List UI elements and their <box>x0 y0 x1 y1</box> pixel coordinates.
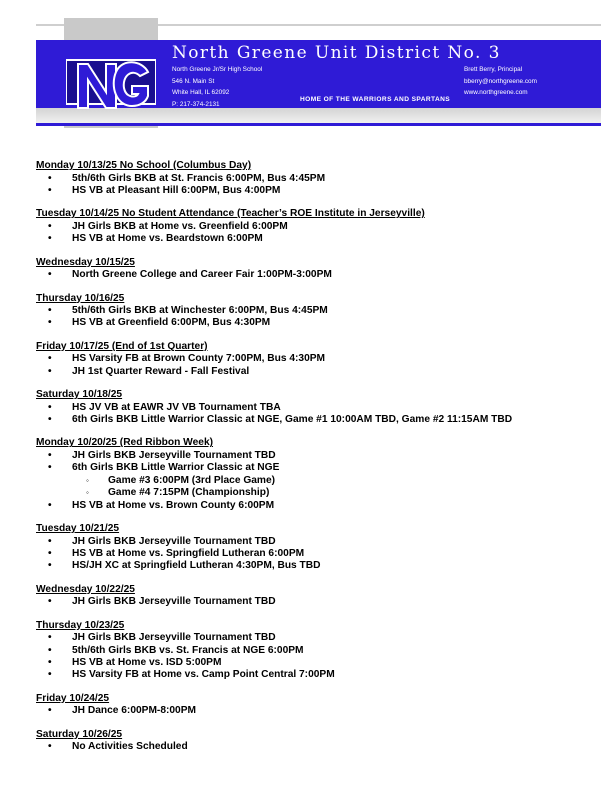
activity-schedule <box>36 160 596 765</box>
event-list <box>36 450 596 512</box>
event-item: • 5th/6th Girls BKB vs. St. Francis at NGE 6:00PM <box>36 645 596 657</box>
day-title: Saturday 10/26/25 <box>36 728 123 740</box>
event-item: • HS Varsity FB at Home vs. Camp Point Central 7:00PM <box>36 669 596 681</box>
event-list <box>36 536 596 573</box>
day-title: Thursday 10/23/25 <box>36 619 125 631</box>
event-item: • 6th Girls BKB Little Warrior Classic at NGE, Game #1 10:00AM TBD, Game #2 11:15AM TBD <box>36 414 596 426</box>
day-title: Friday 10/17/25 (End of 1st Quarter) <box>36 340 208 352</box>
event-item: • JH Girls BKB Jerseyville Tournament TBD <box>36 596 596 608</box>
day-block <box>36 389 596 426</box>
event-list <box>36 402 596 427</box>
event-item: • 5th/6th Girls BKB at St. Francis 6:00PM, Bus 4:45PM <box>36 173 596 185</box>
event-item: • JH Girls BKB Jerseyville Tournament TBD <box>36 450 596 462</box>
event-list <box>36 269 596 281</box>
event-item: • HS VB at Home vs. Springfield Lutheran 6:00PM <box>36 548 596 560</box>
event-item: • HS JV VB at EAWR JV VB Tournament TBA <box>36 402 596 414</box>
principal-name: Brett Berry, Principal <box>464 66 523 73</box>
event-item: • HS VB at Home vs. ISD 5:00PM <box>36 657 596 669</box>
day-title: Monday 10/13/25 No School (Columbus Day) <box>36 160 252 171</box>
event-list <box>36 632 596 682</box>
event-item: • HS VB at Home vs. Beardstown 6:00PM <box>36 233 596 245</box>
day-block <box>36 160 596 197</box>
event-item: • JH Girls BKB Jerseyville Tournament TBD <box>36 536 596 548</box>
phone-number: P: 217-374-2131 <box>172 100 220 108</box>
day-title: Thursday 10/16/25 <box>36 292 125 304</box>
event-item: • JH 1st Quarter Reward - Fall Festival <box>36 366 596 378</box>
game-sublist <box>72 475 596 500</box>
day-block <box>36 257 596 282</box>
principal-email: bberry@northgreene.com <box>464 77 537 85</box>
school-name: North Greene Jr/Sr High School <box>172 66 263 73</box>
city-state-zip: White Hall, IL 62092 <box>172 89 230 97</box>
event-list <box>36 305 596 330</box>
principal-contact <box>464 64 537 99</box>
day-block <box>36 729 596 754</box>
day-title: Monday 10/20/25 (Red Ribbon Week) <box>36 437 214 449</box>
event-item: • 6th Girls BKB Little Warrior Classic at NGE <box>36 462 596 474</box>
event-item: • HS/JH XC at Springfield Lutheran 4:30PM, Bus TBD <box>36 560 596 572</box>
event-item: • No Activities Scheduled <box>36 741 596 753</box>
day-title: Friday 10/24/25 <box>36 692 110 704</box>
school-address <box>172 64 262 110</box>
street-address: 546 N. Main St <box>172 77 215 85</box>
event-list <box>36 741 596 753</box>
event-list <box>36 221 596 246</box>
event-list <box>36 173 596 198</box>
bottom-rule <box>36 123 601 126</box>
day-block <box>36 693 596 718</box>
event-item: • HS VB at Home vs. Brown County 6:00PM <box>36 500 596 512</box>
ng-logo <box>66 50 156 120</box>
day-block <box>36 437 596 512</box>
event-item: • JH Girls BKB Jerseyville Tournament TBD <box>36 632 596 644</box>
day-title: Wednesday 10/22/25 <box>36 583 135 595</box>
day-title: Saturday 10/18/25 <box>36 389 123 401</box>
event-item: • HS VB at Greenfield 6:00PM, Bus 4:30PM <box>36 317 596 329</box>
sub-event-item: ◦ Game #3 6:00PM (3rd Place Game) <box>36 475 596 487</box>
event-item: • HS Varsity FB at Brown County 7:00PM, Bus 4:30PM <box>36 353 596 365</box>
event-list <box>36 705 596 717</box>
event-list <box>36 596 596 608</box>
sub-event-item: ◦ Game #4 7:15PM (Championship) <box>36 487 596 499</box>
letterhead <box>0 0 612 140</box>
event-list <box>36 353 596 378</box>
day-block <box>36 584 596 609</box>
school-website: www.northgreene.com <box>464 89 528 97</box>
day-title: Tuesday 10/14/25 No Student Attendance (Teacher’s ROE Institute in Jerseyville) <box>36 208 425 220</box>
day-block <box>36 208 596 245</box>
game-sublist-wrapper <box>36 475 596 500</box>
day-block <box>36 341 596 378</box>
day-block <box>36 620 596 682</box>
event-item: • HS VB at Pleasant Hill 6:00PM, Bus 4:00PM <box>36 185 596 197</box>
event-item: • 5th/6th Girls BKB at Winchester 6:00PM, Bus 4:45PM <box>36 305 596 317</box>
school-motto: HOME OF THE WARRIORS AND SPARTANS <box>300 96 451 103</box>
event-item: • JH Girls BKB at Home vs. Greenfield 6:00PM <box>36 221 596 233</box>
day-title: Tuesday 10/21/25 <box>36 523 120 534</box>
day-block <box>36 293 596 330</box>
event-item: • North Greene College and Career Fair 1:00PM-3:00PM <box>36 269 596 281</box>
event-item: • JH Dance 6:00PM-8:00PM <box>36 705 596 717</box>
day-block <box>36 523 596 573</box>
district-name: North Greene Unit District No. 3 <box>172 43 501 63</box>
day-title: Wednesday 10/15/25 <box>36 256 135 268</box>
